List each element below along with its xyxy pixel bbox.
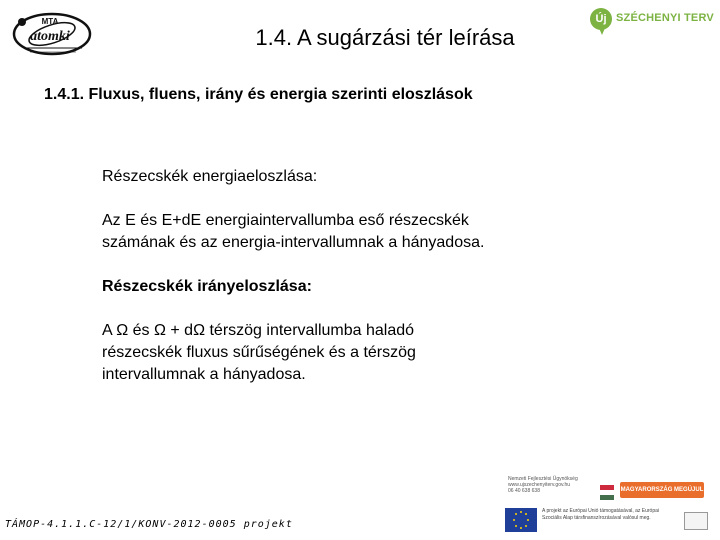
szechenyi-terv-logo	[590, 8, 714, 48]
energy-distribution-heading	[102, 166, 317, 188]
section-subtitle: 1.4.1. Fluxus, fluens, irány és energia szerinti eloszlások	[44, 86, 473, 103]
definition-line: számának és az energia-intervallumnak a hányadosa.	[102, 234, 485, 251]
energy-distribution-definition	[102, 210, 484, 254]
page-title: 1.4. A sugárzási tér leírása	[255, 25, 515, 50]
atomki-logo-icon	[10, 8, 100, 60]
svg-text:MTA: MTA	[41, 17, 59, 26]
brand-name: SZÉCHENYI TERV	[616, 12, 714, 24]
eu-flag-icon	[505, 508, 537, 532]
agency-info	[508, 476, 594, 494]
atomki-logo	[10, 8, 100, 60]
eu-line: Szociális Alap társfinanszírozásával valósul meg.	[542, 515, 651, 521]
eu-line: A projekt az Európai Unió támogatásával, az Európai	[542, 508, 660, 514]
hungarian-flag-icon	[600, 485, 614, 500]
definition-line: A Ω és Ω + dΩ térszög intervallumba haladó	[102, 322, 415, 339]
sponsor-logos	[500, 476, 715, 536]
eu-support-text	[542, 508, 682, 522]
heading-bold-part: Részecskék energiaeloszlása	[102, 168, 313, 185]
heading-colon: :	[312, 168, 318, 185]
agency-line: www.ujszechenyiterv.gov.hu	[508, 482, 571, 488]
agency-line: Nemzeti Fejlesztési Ügynökség	[508, 476, 578, 482]
definition-line: részecskék fluxus sűrűségének és a térszög	[102, 344, 416, 361]
project-code: TÁMOP-4.1.1.C-12/1/KONV-2012-0005 projekt	[5, 519, 293, 530]
speech-tail-icon	[599, 28, 605, 35]
svg-text:atomki: atomki	[30, 29, 70, 44]
direction-distribution-definition	[102, 320, 416, 386]
magyarorszag-megujul-badge: MAGYARORSZÁG MEGÚJUL	[620, 482, 704, 498]
new-leaf-icon: Új	[590, 8, 612, 30]
definition-line: Az E és E+dE energiaintervallumba eső részecskék	[102, 212, 469, 229]
direction-distribution-heading: Részecskék irányeloszlása:	[102, 278, 312, 295]
agency-line: 06 40 638 638	[508, 488, 540, 494]
definition-line: intervallumnak a hányadosa.	[102, 366, 306, 383]
eu-logo-icon	[684, 512, 708, 530]
